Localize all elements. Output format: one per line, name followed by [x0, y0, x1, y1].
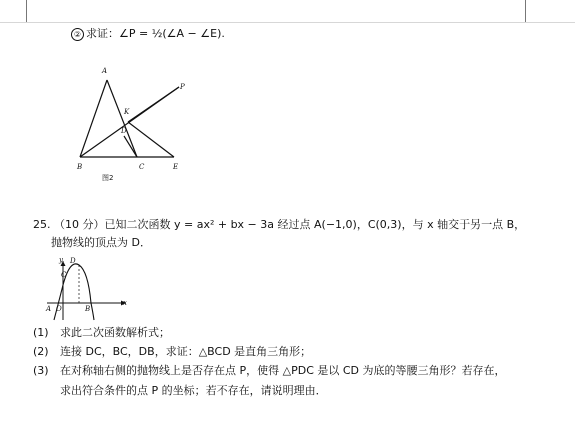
part-1-text: 求此二次函数解析式；	[60, 326, 170, 339]
part-3-number: (3)	[33, 364, 49, 377]
question25-line2: 抛物线的顶点为 D．	[51, 236, 151, 249]
left-margin-mark	[26, 0, 27, 22]
question25-line1: 25. （10 分）已知二次函数 y = ax² + bx − 3a 经过点 A(−1,0)，C(0,3)，与 x 轴交于另一点 B，	[33, 218, 526, 231]
part-2-text: 连接 DC，BC，DB，求证：△BCD 是直角三角形；	[60, 345, 312, 358]
part-3-continuation-text: 求出符合条件的点 P 的坐标；若不存在，请说明理由．	[60, 384, 327, 397]
part-number-circle: ②	[71, 28, 84, 41]
part-3-text: 在对称轴右侧的抛物线上是否存在点 P，使得 △PDC 是以 CD 为底的等腰三角形？若存在，	[60, 364, 506, 377]
question25-part1	[33, 326, 170, 340]
question25-part3	[33, 364, 506, 378]
question25-part3-continuation	[60, 384, 327, 398]
point-D-label: D	[121, 127, 127, 135]
point-K-label: K	[124, 108, 130, 116]
question24-part2-text: 求证：∠P = ½(∠A − ∠E).	[86, 27, 225, 40]
graph-A-label: A	[46, 305, 52, 313]
graph-y-label: y	[59, 256, 63, 264]
point-C-label: C	[139, 163, 145, 171]
point-E-label: E	[173, 163, 179, 171]
figure2-caption: 图2	[102, 174, 114, 182]
graph-O-label: O	[56, 305, 62, 313]
question25-part2	[33, 345, 311, 359]
part-2-number: (2)	[33, 345, 49, 358]
line-DP	[128, 87, 179, 122]
line-AB	[80, 80, 107, 157]
graph-x-label: x	[123, 299, 127, 307]
point-P-label: P	[180, 83, 185, 91]
point-B-label: B	[77, 163, 83, 171]
right-margin-mark	[525, 0, 526, 22]
graph-D-label: D	[70, 257, 76, 265]
graph-B-label: B	[85, 305, 91, 313]
point-A-label: A	[102, 67, 108, 75]
part-1-number: (1)	[33, 326, 49, 339]
page-top-edge	[0, 0, 575, 23]
graph-C-label: C	[61, 271, 67, 279]
question24-part2	[71, 27, 225, 41]
